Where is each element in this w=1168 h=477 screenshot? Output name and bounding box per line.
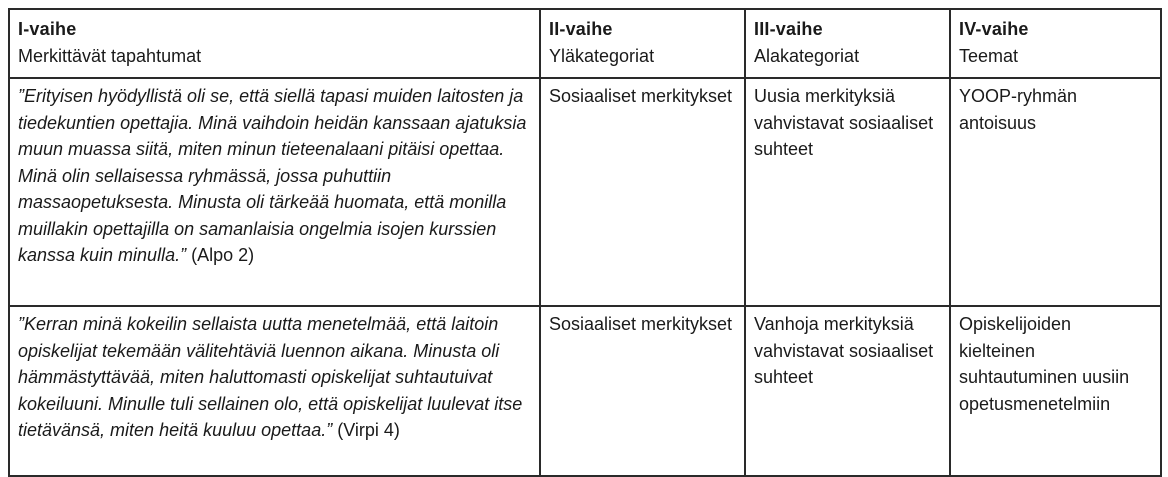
phase-subtitle: Alakategoriat <box>754 45 860 66</box>
quote-cell <box>9 78 540 306</box>
theme-cell <box>950 306 1161 476</box>
phase-subtitle: Teemat <box>959 45 1019 66</box>
phase-label: IV-vaihe <box>959 19 1029 39</box>
phase-subtitle: Yläkategoriat <box>549 45 655 66</box>
upper-category-cell <box>540 306 745 476</box>
quote-source: (Virpi 4) <box>332 420 400 440</box>
table-row <box>9 78 1161 306</box>
table-row <box>9 306 1161 476</box>
theme-cell <box>950 78 1161 306</box>
header-row <box>9 9 1161 78</box>
phase-label: II-vaihe <box>549 19 613 39</box>
phase-label: I-vaihe <box>18 19 77 39</box>
header-cell-phase-1 <box>9 9 540 78</box>
phase-subtitle: Merkittävät tapahtumat <box>18 45 202 66</box>
analysis-phases-table <box>8 8 1162 477</box>
upper-category: Sosiaaliset merkitykset <box>549 86 733 106</box>
sub-category: Vanhoja merkityksiä vahvistavat sosiaaliset suhteet <box>754 314 934 387</box>
theme: Opiskelijoiden kielteinen suhtautuminen uusiin opetusmenetelmiin <box>959 314 1130 414</box>
quote-cell <box>9 306 540 476</box>
table-header <box>9 9 1161 78</box>
header-cell-phase-2 <box>540 9 745 78</box>
header-cell-phase-3 <box>745 9 950 78</box>
sub-category: Uusia merkityksiä vahvistavat sosiaaliset suhteet <box>754 86 934 159</box>
interview-quote: ”Kerran minä kokeilin sellaista uutta menetelmää, että laitoin opiskelijat tekemään välitehtäviä luennon aikana. Minusta oli hämmästyttävää, miten haluttomasti opiskelijat suhtautuivat kokeiluuni. Minulle tuli sellainen olo, että opiskelijat luulevat itse tietävänsä, miten heitä kuuluu opettaa.” <box>18 314 523 440</box>
upper-category-cell <box>540 78 745 306</box>
phase-label: III-vaihe <box>754 19 823 39</box>
header-cell-phase-4 <box>950 9 1161 78</box>
interview-quote: ”Erityisen hyödyllistä oli se, että siellä tapasi muiden laitosten ja tiedekuntien opettajia. Minä vaihdoin heidän kanssaan ajatuksia muun muassa siitä, miten minun tieteenalaani pitäisi opettaa. Minä olin sellaisessa ryhmässä, jossa puhuttiin massaopetuksesta. Minusta oli tärkeää huomata, että monilla muillakin opettajilla on samanlaisia ongelmia isojen kurssien kanssa kuin minulla.” <box>18 86 527 265</box>
sub-category-cell <box>745 306 950 476</box>
theme: YOOP-ryhmän antoisuus <box>959 86 1078 133</box>
quote-source: (Alpo 2) <box>186 245 255 265</box>
upper-category: Sosiaaliset merkitykset <box>549 314 733 334</box>
sub-category-cell <box>745 78 950 306</box>
